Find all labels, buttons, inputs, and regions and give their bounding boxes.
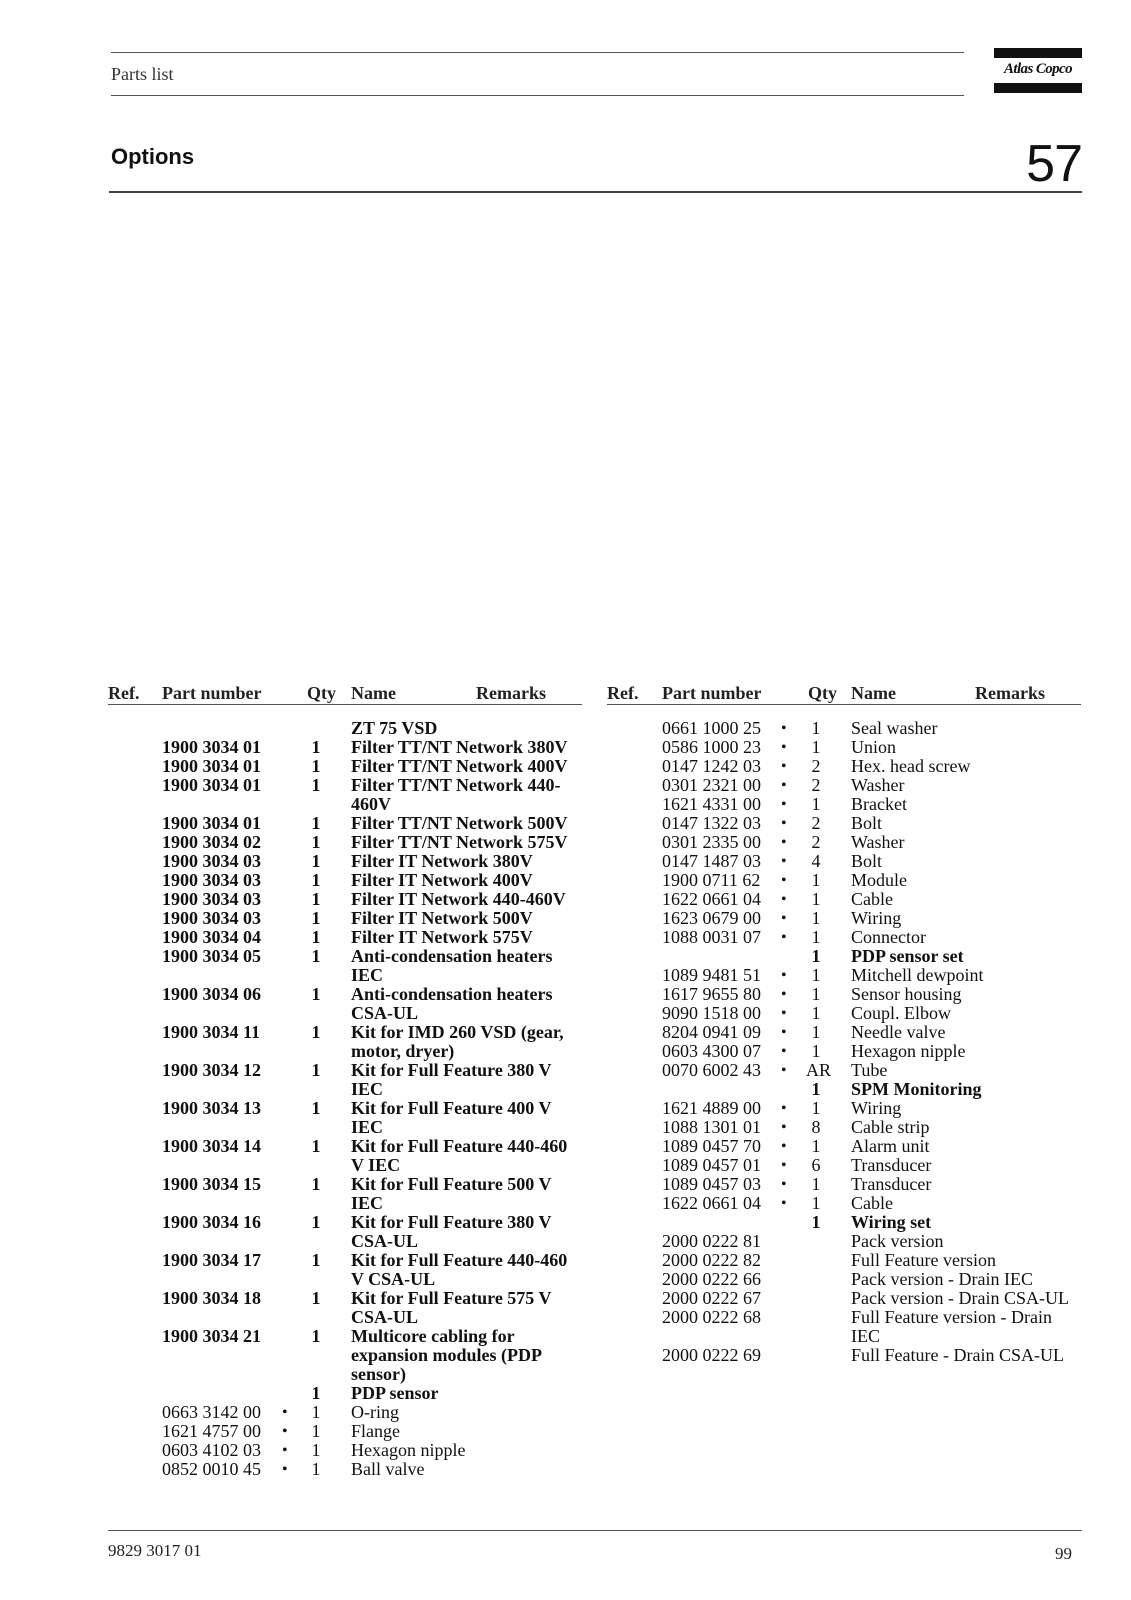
qty-cell: 1 [311, 889, 321, 909]
header-top-rule [111, 52, 964, 53]
qty-cell: 1 [311, 1421, 321, 1441]
qty-cell: 1 [311, 908, 321, 928]
part-number-cell: 1089 9481 51 [662, 965, 761, 985]
name-cell: O-ring [351, 1402, 399, 1422]
part-number-cell: 1900 3034 15 [162, 1174, 261, 1194]
atlas-copco-logo [994, 48, 1082, 95]
qty-cell: AR [806, 1060, 832, 1080]
qty-cell: 6 [811, 1155, 821, 1175]
bullet-marker: • [781, 967, 787, 984]
name-cell: Kit for Full Feature 440-460 [351, 1136, 568, 1156]
bullet-marker: • [781, 815, 787, 832]
name-cell: Full Feature version - Drain [851, 1307, 1052, 1327]
qty-cell: 1 [311, 1022, 321, 1042]
col-name-header: Name [351, 683, 396, 703]
qty-cell: 2 [811, 756, 821, 776]
name-cell: PDP sensor set [851, 946, 964, 966]
qty-cell: 1 [811, 794, 821, 814]
qty-cell: 1 [311, 984, 321, 1004]
qty-cell: 1 [811, 718, 821, 738]
name-cell: Filter TT/NT Network 500V [351, 813, 568, 833]
part-number-cell: 1900 3034 02 [162, 832, 261, 852]
name-cell: Full Feature - Drain CSA-UL [851, 1345, 1064, 1365]
part-number-cell: 2000 0222 66 [662, 1269, 761, 1289]
qty-cell: 1 [311, 1440, 321, 1460]
name-cell: Anti-condensation heaters [351, 984, 553, 1004]
part-number-cell: 0301 2335 00 [662, 832, 761, 852]
part-number-cell: 0603 4102 03 [162, 1440, 261, 1460]
bullet-marker: • [781, 1005, 787, 1022]
part-number-cell: 1900 3034 21 [162, 1326, 261, 1346]
part-number-cell: 1617 9655 80 [662, 984, 761, 1004]
name-cell: Wiring [851, 1098, 902, 1118]
bullet-marker: • [282, 1404, 288, 1421]
name-cell: Bolt [851, 851, 883, 871]
part-number-cell: 1900 0711 62 [662, 870, 761, 890]
qty-cell: 1 [811, 965, 821, 985]
header-bottom-rule [111, 95, 964, 96]
bullet-marker: • [781, 796, 787, 813]
part-number-cell: 0603 4300 07 [662, 1041, 761, 1061]
part-number-cell: 1089 0457 01 [662, 1155, 761, 1175]
qty-cell: 1 [311, 775, 321, 795]
name-cell: Filter IT Network 440-460V [351, 889, 566, 909]
part-number-cell: 1089 0457 03 [662, 1174, 761, 1194]
qty-cell: 1 [311, 1326, 321, 1346]
bullet-marker: • [781, 1157, 787, 1174]
name-cell: CSA-UL [351, 1003, 419, 1023]
part-number-cell: 0586 1000 23 [662, 737, 761, 757]
name-cell: Seal washer [851, 718, 938, 738]
name-cell: Washer [851, 832, 905, 852]
part-number-cell: 1900 3034 05 [162, 946, 261, 966]
qty-cell: 1 [811, 908, 821, 928]
part-number-cell: 1900 3034 01 [162, 813, 261, 833]
col-remarks-header: Remarks [975, 683, 1045, 703]
name-cell: Alarm unit [851, 1136, 930, 1156]
name-cell: Kit for Full Feature 575 V [351, 1288, 552, 1308]
name-cell: Filter TT/NT Network 440- [351, 775, 561, 795]
qty-cell: 1 [811, 1041, 821, 1061]
part-number-cell: 9090 1518 00 [662, 1003, 761, 1023]
qty-cell: 1 [811, 889, 821, 909]
logo-bottom-bar [994, 83, 1082, 93]
name-cell: Bracket [851, 794, 907, 814]
bullet-marker: • [781, 739, 787, 756]
name-cell: Ball valve [351, 1459, 425, 1479]
name-cell: V IEC [351, 1155, 401, 1175]
qty-cell: 1 [811, 737, 821, 757]
part-number-cell: 1900 3034 12 [162, 1060, 261, 1080]
name-cell: Hex. head screw [851, 756, 971, 776]
name-cell: Filter IT Network 380V [351, 851, 533, 871]
name-cell: Wiring set [851, 1212, 932, 1232]
part-number-cell: 0147 1322 03 [662, 813, 761, 833]
col-ref-header: Ref. [108, 683, 140, 703]
footer-document-code: 9829 3017 01 [108, 1541, 202, 1560]
part-number-cell: 1089 0457 70 [662, 1136, 761, 1156]
qty-cell: 1 [811, 1079, 821, 1099]
bullet-marker: • [282, 1423, 288, 1440]
name-cell: Needle valve [851, 1022, 946, 1042]
name-cell: Filter IT Network 400V [351, 870, 533, 890]
name-cell: Sensor housing [851, 984, 962, 1004]
name-cell: Kit for Full Feature 380 V [351, 1212, 552, 1232]
qty-cell: 1 [311, 832, 321, 852]
col-part-number-header: Part number [662, 683, 762, 703]
name-cell: Flange [351, 1421, 400, 1441]
left-header-rule [108, 704, 582, 705]
part-number-cell: 1900 3034 01 [162, 737, 261, 757]
bullet-marker: • [781, 1119, 787, 1136]
name-cell: Pack version [851, 1231, 944, 1251]
col-name-header: Name [851, 683, 896, 703]
bullet-marker: • [781, 777, 787, 794]
name-cell: IEC [351, 1193, 384, 1213]
qty-cell: 1 [311, 1212, 321, 1232]
name-cell: V CSA-UL [351, 1269, 436, 1289]
bullet-marker: • [781, 853, 787, 870]
qty-cell: 1 [311, 756, 321, 776]
name-cell: Hexagon nipple [851, 1041, 966, 1061]
part-number-cell: 8204 0941 09 [662, 1022, 761, 1042]
part-number-cell: 1900 3034 14 [162, 1136, 261, 1156]
qty-cell: 1 [811, 1022, 821, 1042]
qty-cell: 1 [811, 1174, 821, 1194]
qty-cell: 1 [311, 1402, 321, 1422]
part-number-cell: 0301 2321 00 [662, 775, 761, 795]
name-cell: Full Feature version [851, 1250, 996, 1270]
col-remarks-header: Remarks [476, 683, 546, 703]
bullet-marker: • [781, 1176, 787, 1193]
bullet-marker: • [781, 1138, 787, 1155]
part-number-cell: 0147 1242 03 [662, 756, 761, 776]
part-number-cell: 1088 1301 01 [662, 1117, 761, 1137]
name-cell: sensor) [351, 1364, 406, 1384]
qty-cell: 1 [811, 1212, 821, 1232]
part-number-cell: 1900 3034 13 [162, 1098, 261, 1118]
name-cell: Transducer [851, 1155, 932, 1175]
name-cell: SPM Monitoring [851, 1079, 982, 1099]
part-number-cell: 0663 3142 00 [162, 1402, 261, 1422]
name-cell: Pack version - Drain IEC [851, 1269, 1033, 1289]
col-part-number-header: Part number [162, 683, 262, 703]
qty-cell: 1 [811, 984, 821, 1004]
part-number-cell: 1900 3034 18 [162, 1288, 261, 1308]
qty-cell: 1 [311, 1459, 321, 1479]
bullet-marker: • [781, 986, 787, 1003]
name-cell: Filter IT Network 575V [351, 927, 533, 947]
qty-cell: 1 [311, 1288, 321, 1308]
name-cell: ZT 75 VSD [351, 718, 438, 738]
right-header-rule [607, 704, 1081, 705]
name-cell: Kit for IMD 260 VSD (gear, [351, 1022, 564, 1042]
qty-cell: 1 [311, 1136, 321, 1156]
part-number-cell: 1900 3034 03 [162, 889, 261, 909]
qty-cell: 1 [311, 1383, 321, 1403]
part-number-cell: 1900 3034 06 [162, 984, 261, 1004]
part-number-cell: 1621 4757 00 [162, 1421, 261, 1441]
qty-cell: 1 [811, 1003, 821, 1023]
qty-cell: 1 [311, 946, 321, 966]
bullet-marker: • [781, 1043, 787, 1060]
qty-cell: 1 [811, 1136, 821, 1156]
qty-cell: 1 [311, 813, 321, 833]
name-cell: Filter TT/NT Network 575V [351, 832, 568, 852]
name-cell: Cable [851, 1193, 893, 1213]
name-cell: expansion modules (PDP [351, 1345, 543, 1365]
qty-cell: 4 [811, 851, 821, 871]
name-cell: Coupl. Elbow [851, 1003, 952, 1023]
part-number-cell: 0661 1000 25 [662, 718, 761, 738]
name-cell: Cable [851, 889, 893, 909]
part-number-cell: 2000 0222 69 [662, 1345, 761, 1365]
section-title: Options [111, 144, 195, 169]
section-number: 57 [1026, 135, 1082, 193]
name-cell: Connector [851, 927, 926, 947]
qty-cell: 1 [311, 1174, 321, 1194]
col-ref-header: Ref. [607, 683, 639, 703]
bullet-marker: • [781, 910, 787, 927]
bullet-marker: • [781, 1062, 787, 1079]
name-cell: Kit for Full Feature 440-460 [351, 1250, 568, 1270]
bullet-marker: • [781, 872, 787, 889]
name-cell: IEC [351, 1079, 384, 1099]
name-cell: Kit for Full Feature 500 V [351, 1174, 552, 1194]
name-cell: Pack version - Drain CSA-UL [851, 1288, 1069, 1308]
part-number-cell: 1622 0661 04 [662, 889, 761, 909]
part-number-cell: 1621 4331 00 [662, 794, 761, 814]
col-qty-header: Qty [808, 683, 837, 703]
qty-cell: 1 [311, 737, 321, 757]
bullet-marker: • [781, 758, 787, 775]
qty-cell: 1 [811, 946, 821, 966]
bullet-marker: • [781, 834, 787, 851]
name-cell: Kit for Full Feature 400 V [351, 1098, 552, 1118]
name-cell: Anti-condensation heaters [351, 946, 553, 966]
part-number-cell: 1622 0661 04 [662, 1193, 761, 1213]
bullet-marker: • [781, 1100, 787, 1117]
qty-cell: 1 [311, 927, 321, 947]
bullet-marker: • [781, 1195, 787, 1212]
footer-page-number: 99 [1055, 1544, 1072, 1563]
name-cell: Washer [851, 775, 905, 795]
qty-cell: 1 [811, 927, 821, 947]
name-cell: Transducer [851, 1174, 932, 1194]
name-cell: Filter TT/NT Network 400V [351, 756, 568, 776]
qty-cell: 8 [811, 1117, 821, 1137]
bullet-marker: • [282, 1442, 288, 1459]
name-cell: CSA-UL [351, 1231, 419, 1251]
name-cell: 460V [351, 794, 391, 814]
section-rule [109, 191, 1082, 193]
name-cell: Multicore cabling for [351, 1326, 515, 1346]
name-cell: Tube [851, 1060, 888, 1080]
qty-cell: 1 [311, 1060, 321, 1080]
name-cell: Cable strip [851, 1117, 930, 1137]
part-number-cell: 1900 3034 03 [162, 908, 261, 928]
qty-cell: 2 [811, 832, 821, 852]
document-title: Parts list [111, 64, 174, 84]
qty-cell: 2 [811, 813, 821, 833]
name-cell: IEC [851, 1326, 880, 1346]
name-cell: motor, dryer) [351, 1041, 455, 1061]
bullet-marker: • [781, 720, 787, 737]
part-number-cell: 1900 3034 04 [162, 927, 261, 947]
name-cell: Module [851, 870, 907, 890]
qty-cell: 1 [311, 851, 321, 871]
name-cell: IEC [351, 1117, 384, 1137]
part-number-cell: 1900 3034 01 [162, 756, 261, 776]
name-cell: CSA-UL [351, 1307, 419, 1327]
qty-cell: 1 [311, 870, 321, 890]
part-number-cell: 1900 3034 03 [162, 851, 261, 871]
bullet-marker: • [781, 1024, 787, 1041]
logo-top-bar [994, 48, 1082, 58]
part-number-cell: 1900 3034 11 [162, 1022, 261, 1042]
part-number-cell: 0852 0010 45 [162, 1459, 261, 1479]
qty-cell: 1 [811, 870, 821, 890]
part-number-cell: 1900 3034 01 [162, 775, 261, 795]
qty-cell: 1 [311, 1098, 321, 1118]
name-cell: Filter IT Network 500V [351, 908, 533, 928]
name-cell: Hexagon nipple [351, 1440, 466, 1460]
part-number-cell: 2000 0222 82 [662, 1250, 761, 1270]
logo-text: Atlas Copco [1004, 61, 1072, 77]
name-cell: PDP sensor [351, 1383, 439, 1403]
qty-cell: 1 [811, 1193, 821, 1213]
qty-cell: 1 [311, 1250, 321, 1270]
qty-cell: 2 [811, 775, 821, 795]
bullet-marker: • [781, 891, 787, 908]
part-number-cell: 1088 0031 07 [662, 927, 761, 947]
part-number-cell: 1900 3034 03 [162, 870, 261, 890]
part-number-cell: 1621 4889 00 [662, 1098, 761, 1118]
part-number-cell: 0147 1487 03 [662, 851, 761, 871]
part-number-cell: 2000 0222 67 [662, 1288, 761, 1308]
name-cell: Filter TT/NT Network 380V [351, 737, 568, 757]
part-number-cell: 1900 3034 16 [162, 1212, 261, 1232]
name-cell: Mitchell dewpoint [851, 965, 984, 985]
bullet-marker: • [781, 929, 787, 946]
part-number-cell: 0070 6002 43 [662, 1060, 761, 1080]
part-number-cell: 1900 3034 17 [162, 1250, 261, 1270]
col-qty-header: Qty [307, 683, 336, 703]
part-number-cell: 2000 0222 68 [662, 1307, 761, 1327]
name-cell: Wiring [851, 908, 902, 928]
name-cell: Bolt [851, 813, 883, 833]
name-cell: Kit for Full Feature 380 V [351, 1060, 552, 1080]
part-number-cell: 1623 0679 00 [662, 908, 761, 928]
bullet-marker: • [282, 1461, 288, 1478]
name-cell: Union [851, 737, 896, 757]
footer-rule [108, 1530, 1082, 1531]
name-cell: IEC [351, 965, 384, 985]
qty-cell: 1 [811, 1098, 821, 1118]
part-number-cell: 2000 0222 81 [662, 1231, 761, 1251]
